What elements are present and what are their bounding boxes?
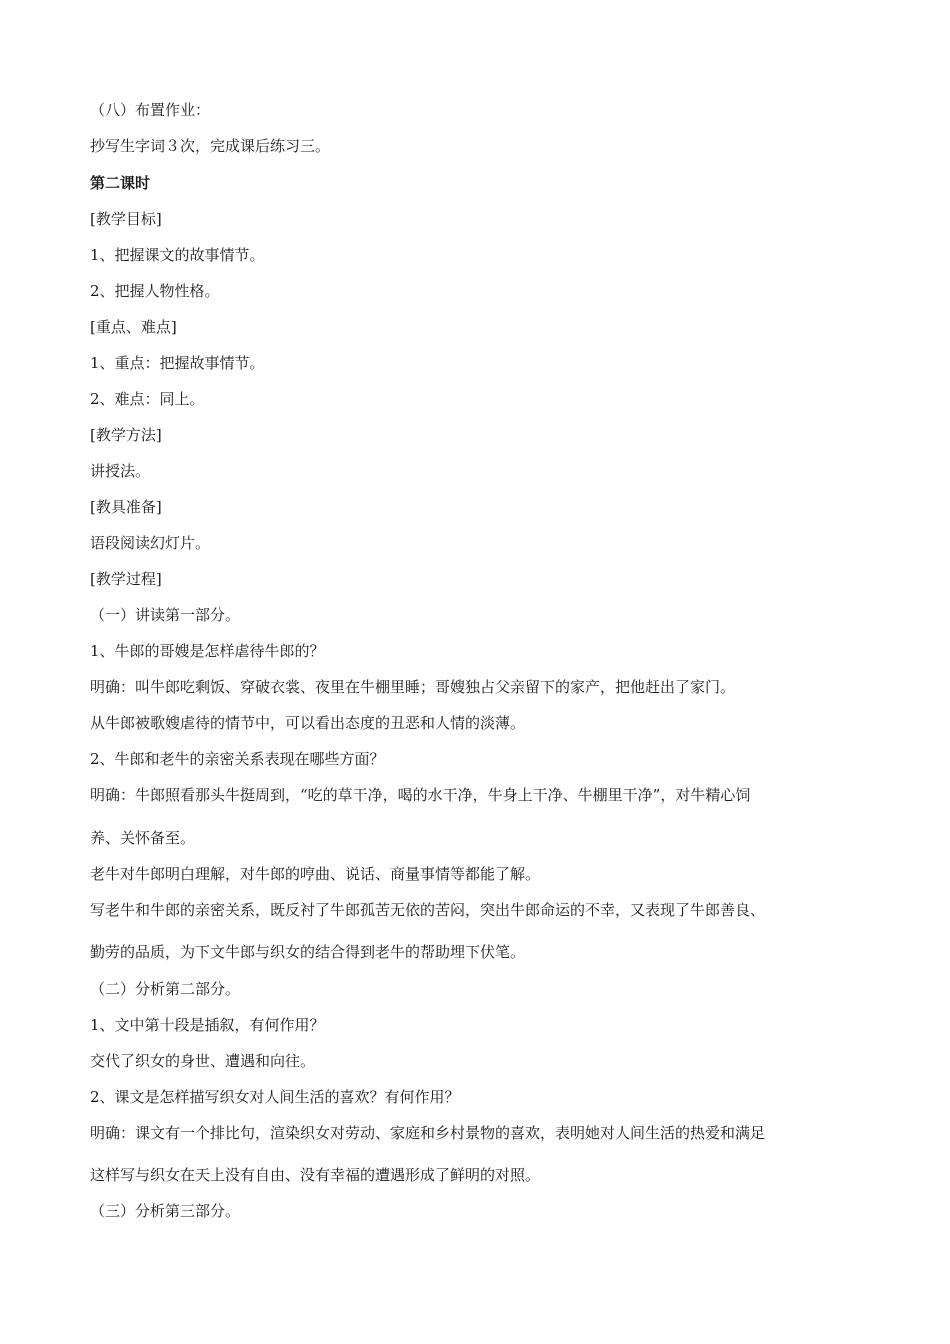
answer-4-line-2: 这样写与织女在天上没有自由、没有幸福的遭遇形成了鲜明的对照。 [90, 1166, 541, 1184]
key-point-1: 1、重点：把握故事情节。 [90, 354, 265, 372]
answer-2-note: 老牛对牛郎明白理解，对牛郎的哼曲、说话、商量事情等都能了解。 [90, 865, 541, 883]
part-1-heading: （一）讲读第一部分。 [90, 606, 241, 624]
answer-2-line-2: 养、关怀备至。 [90, 829, 196, 847]
question-2: 2、牛郎和老牛的亲密关系表现在哪些方面？ [90, 750, 385, 768]
answer-3: 交代了织女的身世、遭遇和向往。 [90, 1052, 316, 1070]
section-key-points: [重点、难点] [90, 318, 177, 336]
answer-2-summary-line-2: 勤劳的品质，为下文牛郎与织女的结合得到老牛的帮助埋下伏笔。 [90, 943, 526, 961]
section-process: [教学过程] [90, 570, 162, 588]
question-4: 2、课文是怎样描写织女对人间生活的喜欢？有何作用？ [90, 1088, 460, 1106]
question-3: 1、文中第十段是插叙，有何作用？ [90, 1016, 325, 1034]
objective-1: 1、把握课文的故事情节。 [90, 246, 265, 264]
objective-2: 2、把握人物性格。 [90, 282, 220, 300]
answer-1: 明确：叫牛郎吃剩饭、穿破衣裳、夜里在牛棚里睡；哥嫂独占父亲留下的家产，把他赶出了家门。 [90, 678, 736, 696]
answer-2-line-1: 明确：牛郎照看那头牛挺周到，“吃的草干净，喝的水干净，牛身上干净、牛棚里干净”，对牛精心饲 [90, 786, 751, 804]
part-2-heading: （二）分析第二部分。 [90, 980, 241, 998]
part-3-heading: （三）分析第三部分。 [90, 1202, 241, 1220]
homework-text: 抄写生字词３次，完成课后练习三。 [90, 137, 331, 155]
section-method: [教学方法] [90, 426, 162, 444]
answer-1-note: 从牛郎被歌嫂虐待的情节中，可以看出态度的丑恶和人情的淡薄。 [90, 714, 526, 732]
section-materials: [教具准备] [90, 498, 162, 516]
homework-heading: （八）布置作业： [90, 101, 211, 119]
section-objectives: [教学目标] [90, 210, 162, 228]
key-point-2: 2、难点：同上。 [90, 390, 205, 408]
lesson-title: 第二课时 [90, 174, 151, 192]
method-text: 讲授法。 [90, 462, 151, 480]
answer-4-line-1: 明确：课文有一个排比句，渲染织女对劳动、家庭和乡村景物的喜欢，表明她对人间生活的热爱和满足 [90, 1124, 766, 1142]
answer-2-summary-line-1: 写老牛和牛郎的亲密关系，既反衬了牛郎孤苦无依的苦闷，突出牛郎命运的不幸，又表现了牛郎善良、 [90, 901, 766, 919]
materials-text: 语段阅读幻灯片。 [90, 534, 211, 552]
question-1: 1、牛郎的哥嫂是怎样虐待牛郎的？ [90, 642, 325, 660]
